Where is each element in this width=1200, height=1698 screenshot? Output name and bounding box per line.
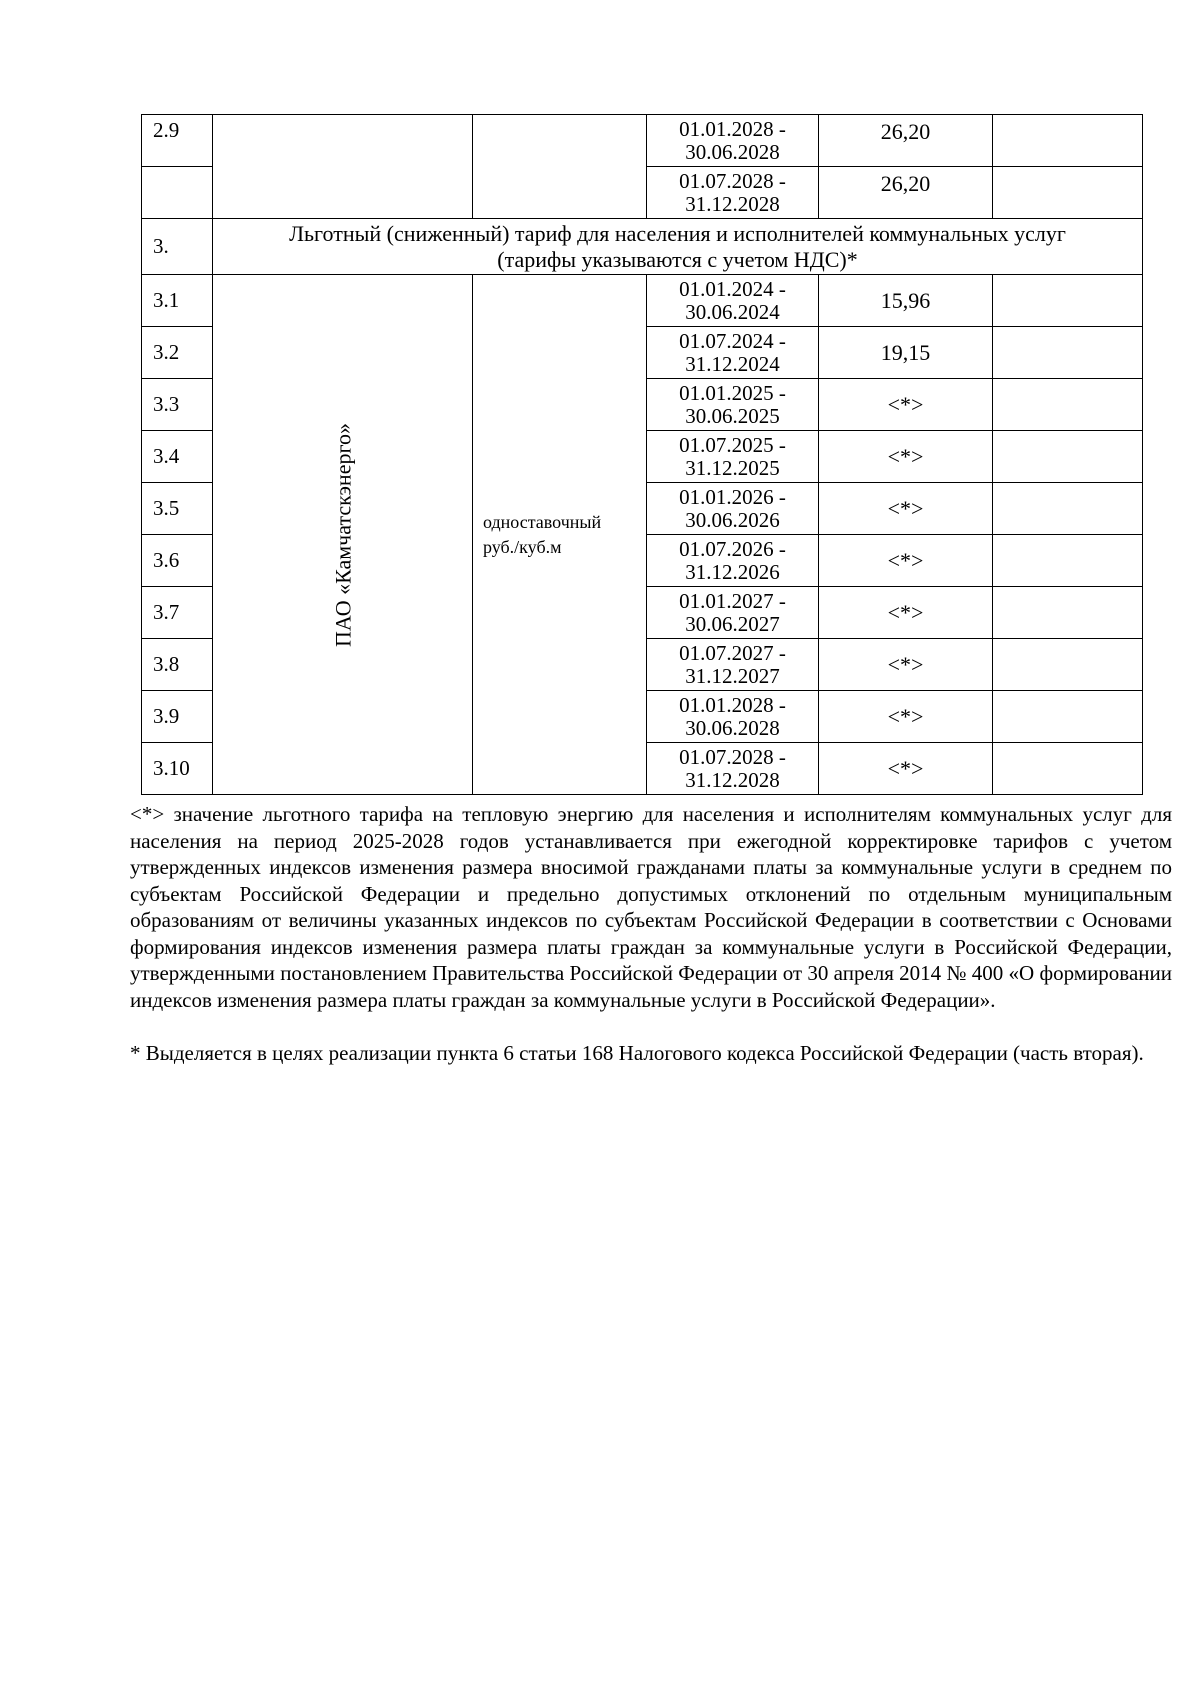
organization-name: ПАО «Камчатскэнерго» bbox=[330, 422, 355, 647]
tariff-value: <*> bbox=[819, 535, 993, 587]
period-end: 31.12.2026 bbox=[685, 559, 780, 584]
period-end: 31.12.2027 bbox=[685, 663, 780, 688]
period-start: 01.01.2025 - bbox=[679, 380, 786, 405]
empty-cell bbox=[993, 483, 1143, 535]
period-start: 01.01.2027 - bbox=[679, 588, 786, 613]
period-start: 01.07.2025 - bbox=[679, 432, 786, 457]
tariff-value: <*> bbox=[819, 691, 993, 743]
section-row bbox=[142, 219, 1143, 275]
tariff-type-cell-empty bbox=[473, 115, 647, 219]
period-cell bbox=[647, 743, 819, 795]
row-number: 3.2 bbox=[142, 327, 213, 379]
empty-cell bbox=[993, 115, 1143, 167]
period-start: 01.07.2028 - bbox=[679, 744, 786, 769]
table-row bbox=[142, 275, 1143, 327]
tariff-value: <*> bbox=[819, 743, 993, 795]
row-number: 3.10 bbox=[142, 743, 213, 795]
organization-cell bbox=[213, 275, 473, 795]
period-end: 30.06.2027 bbox=[685, 611, 780, 636]
period-start: 01.07.2026 - bbox=[679, 536, 786, 561]
period-cell bbox=[647, 327, 819, 379]
tariff-table bbox=[141, 114, 1143, 795]
section-title bbox=[213, 219, 1143, 275]
tariff-unit: руб./куб.м bbox=[483, 536, 562, 557]
tariff-value: 19,15 bbox=[819, 327, 993, 379]
period-start: 01.07.2024 - bbox=[679, 328, 786, 353]
period-cell bbox=[647, 431, 819, 483]
row-number: 3.4 bbox=[142, 431, 213, 483]
period-cell bbox=[647, 587, 819, 639]
section-number: 3. bbox=[142, 219, 213, 275]
section-title-line1: Льготный (сниженный) тариф для населения и исполнителей коммунальных услуг bbox=[289, 220, 1066, 246]
tariff-value: 15,96 bbox=[819, 275, 993, 327]
tariff-value: 26,20 bbox=[819, 115, 993, 167]
tariff-value: 26,20 bbox=[819, 167, 993, 219]
period-cell bbox=[647, 275, 819, 327]
period-end: 31.12.2028 bbox=[685, 767, 780, 792]
period-start: 01.01.2028 - bbox=[679, 692, 786, 717]
period-start: 01.07.2027 - bbox=[679, 640, 786, 665]
organization-cell-empty bbox=[213, 115, 473, 219]
empty-cell bbox=[993, 167, 1143, 219]
period-cell bbox=[647, 483, 819, 535]
empty-cell bbox=[993, 431, 1143, 483]
tariff-value: <*> bbox=[819, 483, 993, 535]
tariff-type-cell bbox=[473, 275, 647, 795]
footnote-asterisk-brackets: <*> значение льготного тарифа на тепловую энергию для населения и исполнителям коммунальных услуг для населения на период 2025-2028 годов устанавливается при ежегодной корректировке тарифов с учетом утвержденных индексов изменения размера вносимой гражданами платы за коммунальные услуги в среднем по субъектам Российской Федерации и предельно допустимых отклонений по отдельным муниципальным образованиям от величины указанных индексов по субъектам Российской Федерации в соответствии с Основами формирования индексов изменения размера платы граждан за коммунальные услуги в Российской Федерации, утвержденными постановлением Правительства Российской Федерации от 30 апреля 2014 № 400 «О формировании индексов изменения размера платы граждан за коммунальные услуги в Российской Федерации». bbox=[130, 802, 1172, 1012]
period-cell bbox=[647, 639, 819, 691]
period-cell bbox=[647, 535, 819, 587]
period-end: 30.06.2024 bbox=[685, 299, 780, 324]
empty-cell bbox=[993, 327, 1143, 379]
period-start: 01.01.2024 - bbox=[679, 276, 786, 301]
tariff-type: одноставочный bbox=[483, 511, 602, 532]
empty-cell bbox=[993, 587, 1143, 639]
footnote-vat: * Выделяется в целях реализации пункта 6 статьи 168 Налогового кодекса Российской Федерации (часть вторая). bbox=[130, 1041, 1144, 1065]
period-start: 01.01.2028 - bbox=[679, 116, 786, 141]
tariff-value: <*> bbox=[819, 639, 993, 691]
period-end: 30.06.2028 bbox=[685, 139, 780, 164]
row-number: 3.8 bbox=[142, 639, 213, 691]
row-number: 3.5 bbox=[142, 483, 213, 535]
period-cell bbox=[647, 379, 819, 431]
section-title-line2: (тарифы указываются с учетом НДС)* bbox=[497, 246, 858, 272]
row-number: 3.1 bbox=[142, 275, 213, 327]
empty-cell bbox=[993, 275, 1143, 327]
row-number: 3.3 bbox=[142, 379, 213, 431]
period-end: 31.12.2024 bbox=[685, 351, 780, 376]
period-end: 31.12.2025 bbox=[685, 455, 780, 480]
period-end: 30.06.2026 bbox=[685, 507, 780, 532]
row-number: 3.7 bbox=[142, 587, 213, 639]
row-number bbox=[142, 167, 213, 219]
footnotes bbox=[130, 801, 1172, 1067]
period-end: 30.06.2028 bbox=[685, 715, 780, 740]
empty-cell bbox=[993, 535, 1143, 587]
period-end: 30.06.2025 bbox=[685, 403, 780, 428]
row-number: 3.6 bbox=[142, 535, 213, 587]
tariff-value: <*> bbox=[819, 431, 993, 483]
tariff-value: <*> bbox=[819, 587, 993, 639]
period-cell bbox=[647, 115, 819, 167]
row-number: 2.9 bbox=[142, 115, 213, 167]
tariff-value: <*> bbox=[819, 379, 993, 431]
period-cell bbox=[647, 691, 819, 743]
period-start: 01.01.2026 - bbox=[679, 484, 786, 509]
row-number: 3.9 bbox=[142, 691, 213, 743]
empty-cell bbox=[993, 691, 1143, 743]
period-cell bbox=[647, 167, 819, 219]
period-start: 01.07.2028 - bbox=[679, 168, 786, 193]
empty-cell bbox=[993, 743, 1143, 795]
table-row bbox=[142, 115, 1143, 167]
empty-cell bbox=[993, 379, 1143, 431]
period-end: 31.12.2028 bbox=[685, 191, 780, 216]
empty-cell bbox=[993, 639, 1143, 691]
